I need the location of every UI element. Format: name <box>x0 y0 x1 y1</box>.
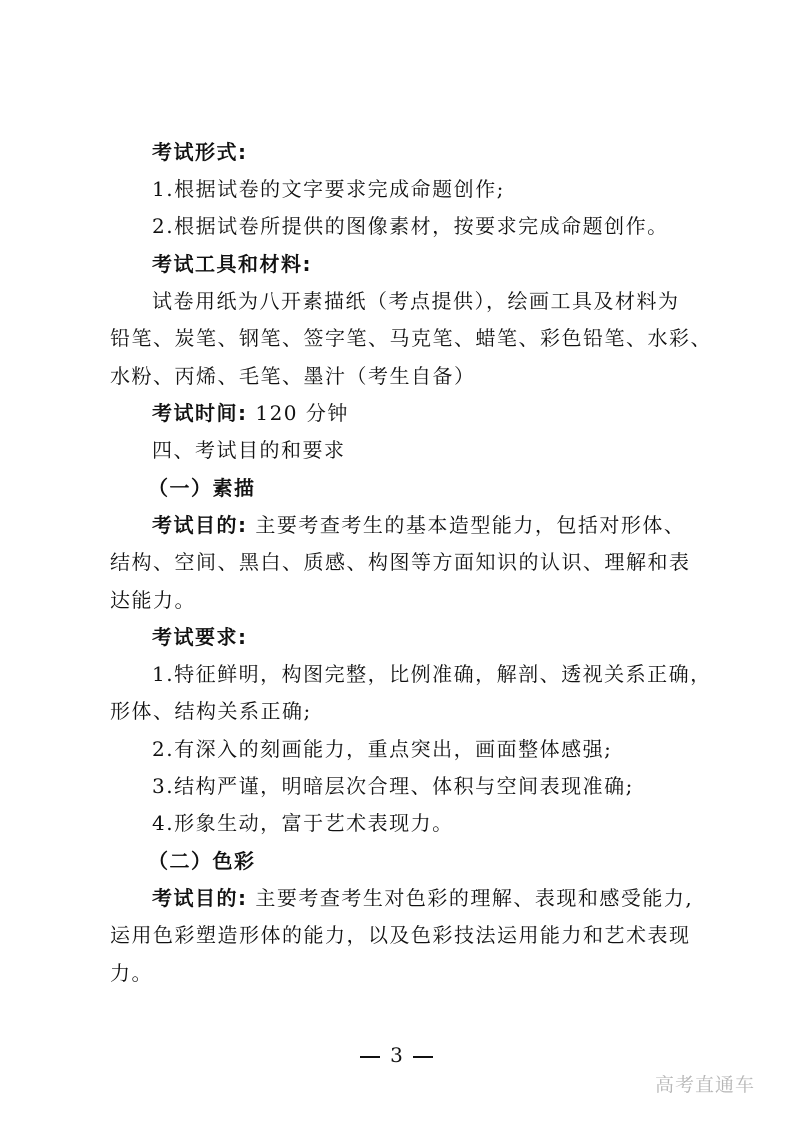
sketch-req-heading: 考试要求: <box>152 625 248 649</box>
exam-form-item-1: 1.根据试卷的文字要求完成命题创作; <box>152 177 505 201</box>
exam-time-line <box>152 399 349 427</box>
sketch-req-1-line-2: 形体、结构关系正确; <box>110 699 312 723</box>
exam-form-heading: 考试形式: <box>152 140 248 164</box>
color-subheading: （二）色彩 <box>148 849 256 873</box>
watermark-text: 高考直通车 <box>655 1074 756 1096</box>
exam-tools-line-1: 试卷用纸为八开素描纸（考点提供），绘画工具及材料为 <box>152 289 680 313</box>
page-number-dash-right <box>413 1056 433 1058</box>
sketch-req-4: 4.形象生动，富于艺术表现力。 <box>152 811 454 835</box>
sketch-req-3: 3.结构严谨，明暗层次合理、体积与空间表现准确; <box>152 774 634 798</box>
page-number-dash-left <box>360 1056 380 1058</box>
sketch-req-2: 2.有深入的刻画能力，重点突出，画面整体感强; <box>152 737 613 761</box>
exam-tools-heading: 考试工具和材料: <box>152 252 312 276</box>
exam-tools-line-2: 铅笔、炭笔、钢笔、签字笔、马克笔、蜡笔、彩色铅笔、水彩、 <box>110 326 712 350</box>
exam-form-item-2: 2.根据试卷所提供的图像素材，按要求完成命题创作。 <box>152 214 669 238</box>
color-goal-line-2: 运用色彩塑造形体的能力，以及色彩技法运用能力和艺术表现 <box>110 923 691 947</box>
sketch-goal-line-2: 结构、空间、黑白、质感、构图等方面知识的认识、理解和表 <box>110 550 691 574</box>
section-4-heading: 四、考试目的和要求 <box>152 438 346 462</box>
page-number: 3 <box>390 1043 403 1067</box>
sketch-goal-line-3: 达能力。 <box>110 588 196 612</box>
exam-time-value: 120 分钟 <box>255 401 349 425</box>
exam-tools-line-3: 水粉、丙烯、毛笔、墨汁（考生自备） <box>110 364 476 388</box>
color-goal-label: 考试目的: <box>152 886 248 910</box>
color-goal-text: 主要考查考生对色彩的理解、表现和感受能力, <box>255 886 694 910</box>
sketch-goal-line-1 <box>152 511 685 539</box>
sketch-subheading: （一）素描 <box>148 476 256 500</box>
color-goal-line-1 <box>152 884 693 912</box>
color-goal-line-3: 力。 <box>110 961 153 985</box>
sketch-goal-text: 主要考查考生的基本造型能力，包括对形体、 <box>255 513 686 537</box>
sketch-req-1-line-1: 1.特征鲜明，构图完整，比例准确，解剖、透视关系正确， <box>152 662 712 686</box>
sketch-goal-label: 考试目的: <box>152 513 248 537</box>
page-number-footer <box>0 1043 793 1067</box>
exam-time-label: 考试时间: <box>152 401 248 425</box>
